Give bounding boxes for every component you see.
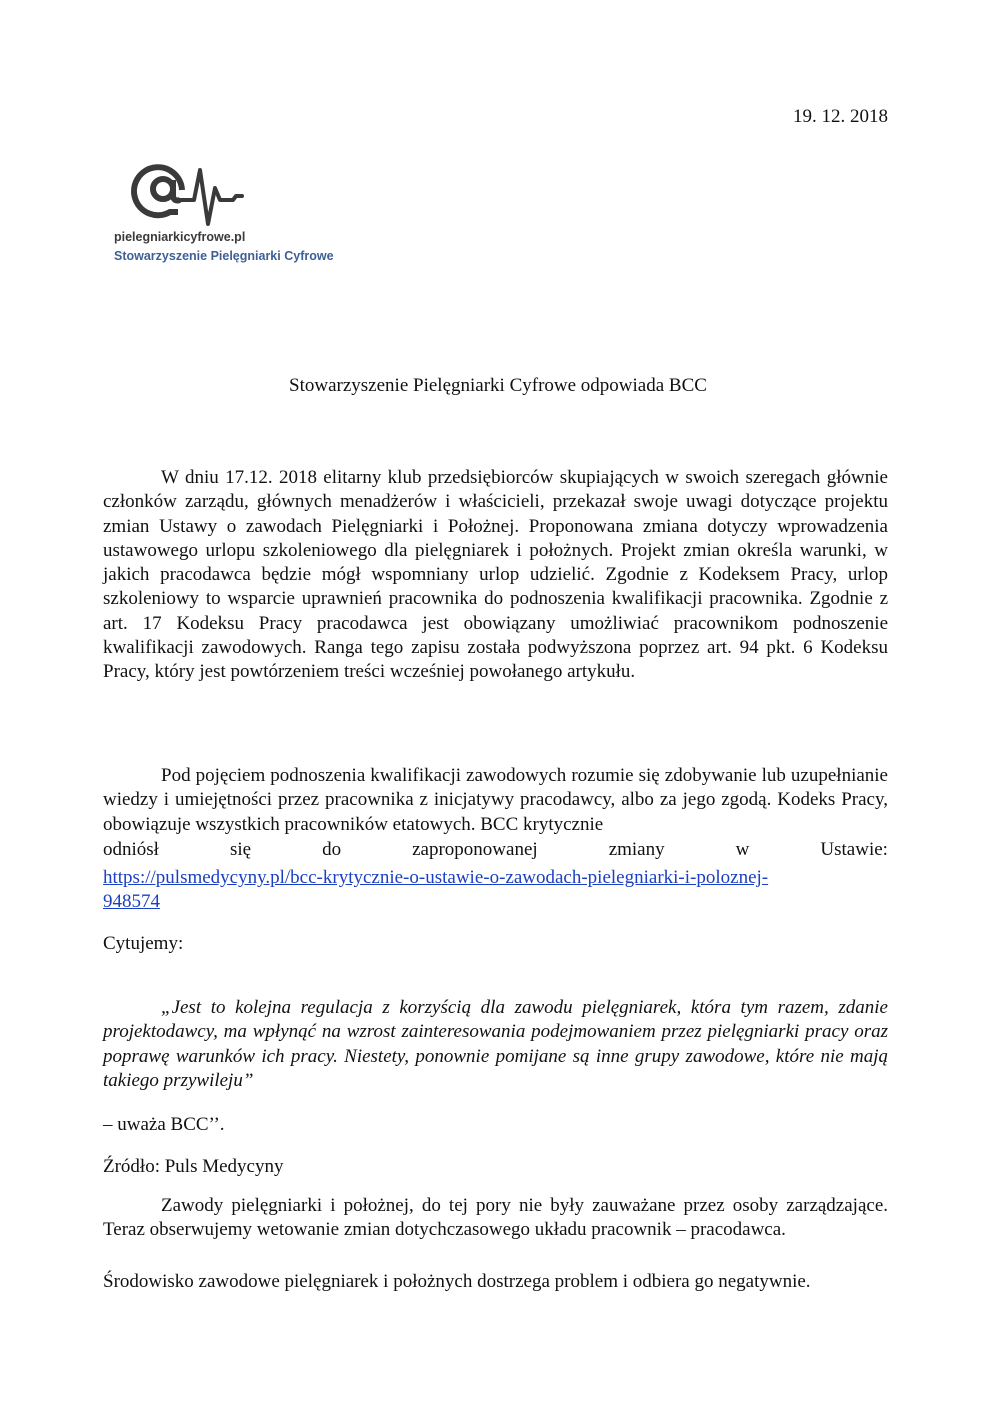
spaced-word: Ustawie: [820, 839, 888, 860]
paragraph-1-text: W dniu 17.12. 2018 elitarny klub przedsiębiorców skupiających w swoich szeregach głównie członków zarządu, głównych menadżerów i właścicieli, przekazał swoje uwagi dotyczące projektu zmian Ustawy o zawodach Pielęgniarki i Położnej. Proponowana zmiana dotyczy wprowadzenia ustawowego urlopu szkoleniowego dla pielęgniarek i położnych. Projekt zmian określa warunki, w jakich pracodawca będzie mógł wspomniany urlop udzielić. Zgodnie z Kodeksem Pracy, urlop szkoleniowy to wsparcie uprawnień pracownika do podnoszenia kwalifikacji pracownika. Zgodnie z art. 17 Kodeksu Pracy pracodawca jest obowiązany umożliwiać pracownikom podnoszenie kwalifikacji zawodowych. Ranga tego zapisu została podwyższona poprzez art. 94 pkt. 6 Kodeksu Pracy, który jest powtórzeniem treści wcześniej powołanego artykułu. [103, 467, 888, 683]
source-link-line-1: https://pulsmedycyny.pl/bcc-krytycznie-o-ustawie-o-zawodach-pielegniarki-i-poloznej- [103, 867, 769, 888]
paragraph-3 [103, 1194, 888, 1243]
paragraph-3-text: Zawody pielęgniarki i położnej, do tej pory nie były zauważane przez osoby zarządzające. Teraz obserwujemy wetowanie zmian dotychczasowego układu pracownik – pracodawca. [103, 1195, 888, 1241]
spaced-word: się [229, 839, 252, 860]
quote-intro: Cytujemy: [103, 933, 184, 954]
paragraph-1 [103, 466, 888, 685]
source-link-line-2: 948574 [103, 891, 160, 913]
paragraph-2 [103, 764, 888, 837]
organization-logo [112, 152, 352, 277]
quote-text: „Jest to kolejna regulacja z korzyścią dla zawodu pielęgniarek, która tym razem, zdanie projektodawcy, ma wpłynąć na wzrost zainteresowania podejmowaniem przez pielęgniarki pracy oraz poprawę warunków ich pracy. Niestety, ponownie pomijane są inne grupy zawodowe, które nie mają takiego przywileju” [103, 997, 888, 1091]
at-sign-heartbeat-icon [130, 152, 250, 230]
source-note: Źródło: Puls Medycyny [103, 1156, 284, 1177]
document-title: Stowarzyszenie Pielęgniarki Cyfrowe odpowiada BCC [289, 375, 707, 396]
paragraph-4 [103, 1270, 888, 1294]
source-link-block [103, 866, 888, 915]
spaced-word: zaproponowanej [412, 839, 538, 860]
source-link[interactable] [103, 867, 768, 912]
spaced-word: do [322, 839, 342, 860]
quote-attribution: – uważa BCC’’. [103, 1114, 225, 1135]
paragraph-2-spaced-line [103, 838, 888, 862]
paragraph-2-text: Pod pojęciem podnoszenia kwalifikacji zawodowych rozumie się zdobywanie lub uzupełnianie wiedzy i umiejętności przez pracownika z inicjatywy pracodawcy, albo za jego zgodą. Kodeks Pracy, obowiązuje wszystkich pracowników etatowych. BCC krytycznie [103, 765, 888, 835]
spaced-word: zmiany [608, 839, 665, 860]
paragraph-4-text: Środowisko zawodowe pielęgniarek i położnych dostrzega problem i odbiera go negatywnie. [103, 1271, 811, 1292]
paragraph-2-line-4 [103, 838, 888, 862]
spaced-word: odniósł [103, 839, 159, 860]
spaced-word: w [735, 839, 750, 860]
logo-organization-name: Stowarzyszenie Pielęgniarki Cyfrowe [114, 249, 334, 263]
logo-url-text: pielegniarkicyfrowe.pl [114, 230, 246, 244]
quote-block [103, 996, 888, 1093]
document-date: 19. 12. 2018 [793, 106, 888, 127]
